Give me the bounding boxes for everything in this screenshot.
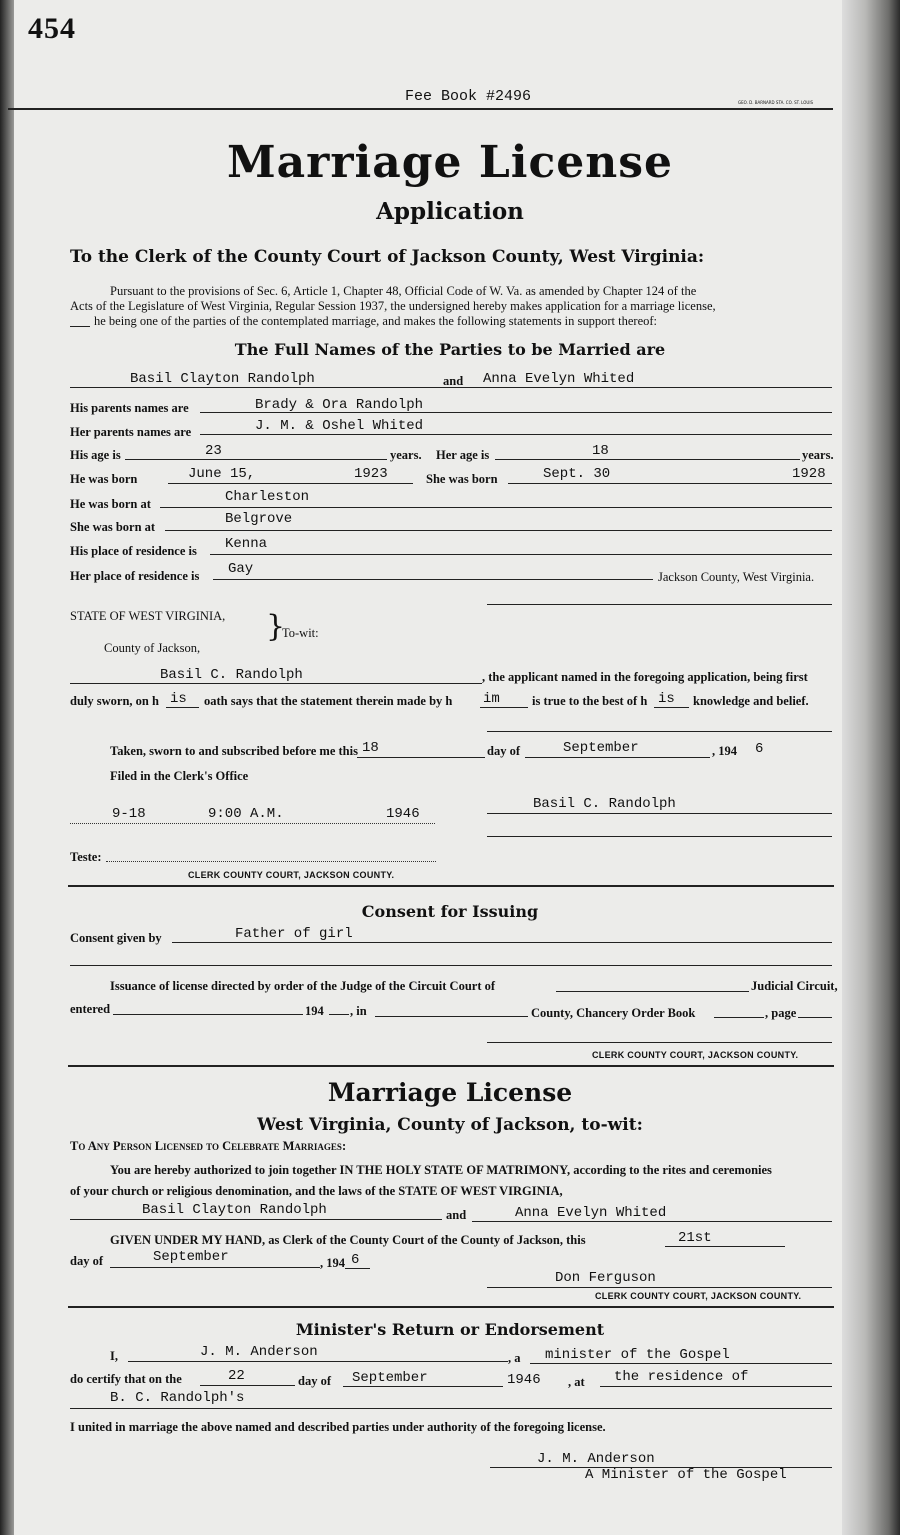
sworn-text-1: duly sworn, on h: [70, 694, 159, 708]
taken-text: Taken, sworn to and subscribed before me this: [110, 744, 358, 758]
minister-a: , a: [508, 1351, 521, 1365]
license-subtitle: West Virginia, County of Jackson, to-wit:: [257, 1115, 643, 1135]
page-line: [798, 1017, 832, 1018]
printer-mark: GEO. D. BARNARD STA. CO. ST. LOUIS: [738, 100, 814, 105]
he-born-date: June 15,: [188, 466, 256, 482]
taken-day-line: [357, 757, 485, 758]
intro-line-3: he being one of the parties of the contemplated marriage, and makes the following statements in support thereof:: [94, 314, 658, 328]
intro-line-1: Pursuant to the provisions of Sec. 6, Article 1, Chapter 48, Official Code of W. Va. as amended by Chapter 124 of the: [110, 284, 697, 298]
he-born-at: Charleston: [225, 489, 310, 505]
affidavit-state: STATE OF WEST VIRGINIA,: [70, 609, 226, 623]
section-rule-2: [68, 1065, 834, 1067]
she-born-line: [508, 483, 832, 484]
minister-i: I,: [110, 1349, 118, 1363]
teste-label: Teste:: [70, 850, 102, 864]
given-day: 21st: [678, 1230, 712, 1246]
in-label: , in: [350, 1004, 367, 1018]
his-parents: Brady & Ora Randolph: [255, 397, 424, 413]
judicial-circuit: Judicial Circuit,: [751, 979, 838, 993]
license-bride: Anna Evelyn Whited: [515, 1205, 667, 1221]
her-age-line: [495, 459, 800, 460]
she-born-at-line: [165, 530, 832, 531]
to-any-person: To Any Person Licensed to Celebrate Marriages:: [70, 1139, 347, 1153]
brace-icon: }: [266, 609, 286, 644]
applicant-sig-line: [487, 604, 832, 605]
given-text: GIVEN UNDER MY HAND, as Clerk of the County Court of the County of Jackson, this: [110, 1233, 586, 1247]
given-year-digit: 6: [351, 1252, 360, 1268]
her-residence: Gay: [228, 561, 254, 577]
he-born-at-label: He was born at: [70, 497, 151, 511]
certify-place-line: [600, 1386, 832, 1387]
page-edge-right: [842, 0, 900, 1535]
her-parents-label: Her parents names are: [70, 425, 192, 439]
clerk-label-3: CLERK COUNTY COURT, JACKSON COUNTY.: [595, 1291, 802, 1301]
she-born-date: Sept. 30: [543, 466, 611, 482]
license-body-2: of your church or religious denomination, and the laws of the STATE OF WEST VIRGINIA,: [70, 1184, 563, 1198]
his-age-line: [125, 459, 387, 460]
names-line: [70, 387, 832, 388]
filed-year: 1946: [386, 806, 420, 822]
she-born-year: 1928: [792, 466, 826, 482]
her-residence-line: [213, 579, 653, 580]
county-state: Jackson County, West Virginia.: [658, 570, 815, 584]
taken-year-digit: 6: [755, 741, 764, 757]
his-age-label: His age is: [70, 448, 121, 462]
sworn-line-3: [654, 707, 689, 708]
sworn-him: im: [483, 691, 500, 707]
her-age-label: Her age is: [436, 448, 490, 462]
his-residence: Kenna: [225, 536, 268, 552]
given-year-prefix: , 194: [320, 1256, 345, 1270]
license-title: Marriage License: [327, 1078, 573, 1107]
she-born-label: She was born: [426, 472, 498, 486]
signature-line: [487, 813, 832, 814]
license-and: and: [446, 1208, 467, 1222]
certify-day-of: day of: [298, 1374, 331, 1388]
sworn-his-2: is: [658, 691, 675, 707]
affiant-line: [70, 683, 482, 684]
fee-book: Fee Book #2496: [405, 88, 532, 105]
her-parents: J. M. & Oshel Whited: [255, 418, 424, 434]
his-residence-label: His place of residence is: [70, 544, 197, 558]
entered-label: entered: [70, 1002, 111, 1016]
issuance-text: Issuance of license directed by order of the Judge of the Circuit Court of: [110, 979, 496, 993]
and-label: and: [443, 374, 464, 388]
he-born-label: He was born: [70, 472, 138, 486]
entered-year: 194: [305, 1004, 324, 1018]
his-parents-line: [200, 412, 832, 413]
filed-time: 9:00 A.M.: [208, 806, 284, 822]
header-rule: [8, 108, 833, 110]
section-rule-1: [68, 885, 834, 887]
chancery-line: [714, 1017, 764, 1018]
given-year-line: [345, 1268, 370, 1269]
consent-given-by: Father of girl: [235, 926, 353, 942]
clerk-label-1: CLERK COUNTY COURT, JACKSON COUNTY.: [188, 870, 395, 880]
minister-signature-title: A Minister of the Gospel: [585, 1467, 787, 1483]
page-label: , page: [765, 1006, 797, 1020]
sworn-line-1: [166, 707, 199, 708]
sworn-text-3: is true to the best of h: [532, 694, 648, 708]
affiant-text: , the applicant named in the foregoing application, being first: [482, 670, 808, 684]
teste-line: [106, 861, 436, 862]
parties-heading: The Full Names of the Parties to be Married are: [234, 340, 666, 359]
consent-line: [172, 942, 832, 943]
taken-day-of: day of: [487, 744, 520, 758]
taken-month: September: [563, 740, 639, 756]
taken-year-prefix: , 194: [712, 744, 737, 758]
years-label-2: years.: [802, 448, 834, 462]
application-subtitle: Application: [376, 198, 524, 225]
he-born-year: 1923: [354, 466, 388, 482]
his-parents-label: His parents names are: [70, 401, 189, 415]
minister-heading: Minister's Return or Endorsement: [295, 1320, 605, 1339]
issuance-line: [556, 991, 749, 992]
minister-title: minister of the Gospel: [545, 1347, 730, 1363]
affidavit-county: County of Jackson,: [104, 641, 201, 655]
signature-line-2: [487, 836, 832, 837]
years-label: years.: [390, 448, 422, 462]
license-groom: Basil Clayton Randolph: [142, 1202, 327, 1218]
united-text: I united in marriage the above named and described parties under authority of the foregoing license.: [70, 1420, 606, 1434]
certify-at: , at: [568, 1375, 585, 1389]
she-born-at: Belgrove: [225, 511, 293, 527]
to-wit: To-wit:: [282, 626, 319, 640]
entered-line: [113, 1014, 303, 1015]
certify-place: the residence of: [614, 1369, 749, 1385]
groom-name: Basil Clayton Randolph: [130, 371, 315, 387]
certify-day-line: [200, 1385, 295, 1386]
clerk-label-2: CLERK COUNTY COURT, JACKSON COUNTY.: [592, 1050, 799, 1060]
entered-year-line: [329, 1014, 349, 1015]
bride-name: Anna Evelyn Whited: [483, 371, 635, 387]
license-body-1: You are hereby authorized to join together IN THE HOLY STATE OF MATRIMONY, according to the rites and ceremonies: [110, 1163, 772, 1177]
taken-month-line: [525, 757, 710, 758]
his-residence-line: [210, 554, 832, 555]
given-day-line: [665, 1246, 785, 1247]
his-age: 23: [205, 443, 222, 459]
consent-sig-line: [487, 1042, 832, 1043]
filed-text: Filed in the Clerk's Office: [110, 769, 249, 783]
section-rule-3: [68, 1306, 834, 1308]
page-edge-left: [0, 0, 14, 1535]
he-born-at-line: [160, 507, 832, 508]
given-month-line: [110, 1267, 320, 1268]
affiant-sig-line: [487, 731, 832, 732]
sworn-text-4: knowledge and belief.: [693, 694, 809, 708]
consent-heading: Consent for Issuing: [361, 902, 539, 921]
filed-date: 9-18: [112, 806, 146, 822]
certify-month: September: [352, 1370, 428, 1386]
affiant-signature: Basil C. Randolph: [533, 796, 676, 812]
chancery-label: County, Chancery Order Book: [531, 1006, 696, 1020]
certify-place-2-line: [70, 1408, 832, 1409]
sworn-text-2: oath says that the statement therein made by h: [204, 694, 453, 708]
sworn-line-2: [480, 707, 528, 708]
clerk-name: Don Ferguson: [555, 1270, 656, 1286]
minister-name: J. M. Anderson: [200, 1344, 318, 1360]
taken-day: 18: [362, 740, 379, 756]
sworn-his-1: is: [170, 691, 187, 707]
minister-signature: J. M. Anderson: [537, 1451, 655, 1467]
filed-line: [70, 823, 435, 824]
license-groom-line: [70, 1219, 442, 1220]
she-born-at-label: She was born at: [70, 520, 156, 534]
consent-given-label: Consent given by: [70, 931, 162, 945]
he-blank: [70, 326, 90, 327]
consent-line-2: [70, 965, 832, 966]
in-line: [375, 1016, 528, 1017]
certify-text: do certify that on the: [70, 1372, 182, 1386]
certify-year: 1946: [507, 1372, 541, 1388]
certify-day: 22: [228, 1368, 245, 1384]
he-born-line: [168, 483, 413, 484]
affiant-name: Basil C. Randolph: [160, 667, 303, 683]
minister-name-line: [128, 1361, 508, 1362]
license-bride-line: [472, 1221, 832, 1222]
certify-month-line: [343, 1386, 503, 1387]
clerk-sig-line: [487, 1287, 832, 1288]
her-parents-line: [200, 434, 832, 435]
certify-place-2: B. C. Randolph's: [110, 1390, 245, 1406]
intro-line-2: Acts of the Legislature of West Virginia, Regular Session 1937, the undersigned hereby makes application for a marriage license,: [70, 299, 716, 313]
given-day-of: day of: [70, 1254, 103, 1268]
her-residence-label: Her place of residence is: [70, 569, 200, 583]
given-month: September: [153, 1249, 229, 1265]
addressee: To the Clerk of the County Court of Jackson County, West Virginia:: [70, 247, 705, 267]
application-title: Marriage License: [226, 137, 674, 188]
her-age: 18: [592, 443, 609, 459]
page-number: 454: [28, 12, 76, 45]
minister-title-line: [530, 1363, 832, 1364]
